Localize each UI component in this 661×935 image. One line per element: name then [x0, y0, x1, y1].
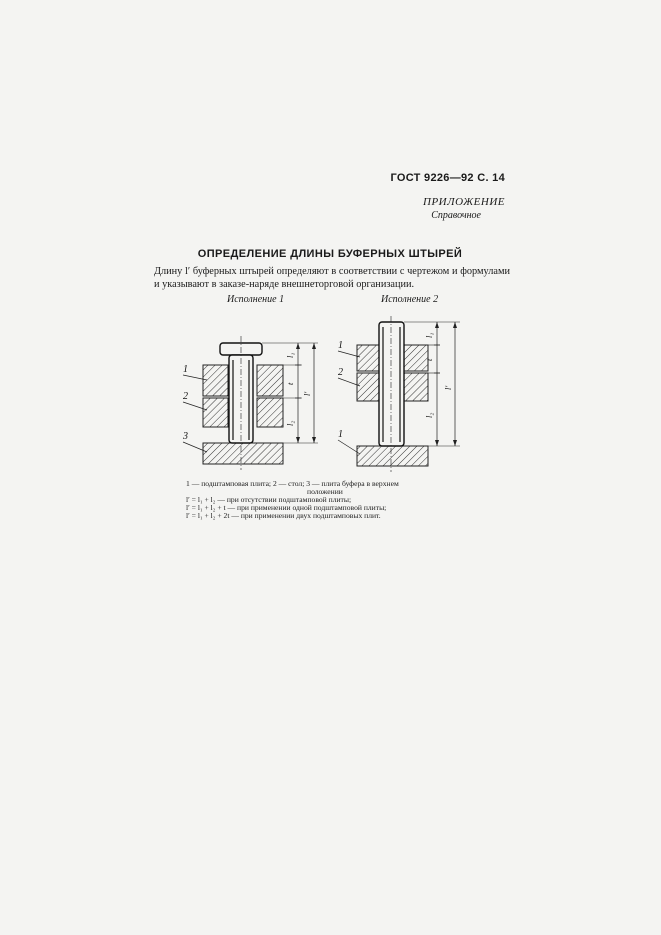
variant1-label: Исполнение 1: [227, 294, 285, 305]
plate-2-right: [404, 373, 428, 401]
v1-dim-lprime: l′: [302, 391, 312, 396]
caption-formula-2: l′ = l₁ + l₂ + t — при применении одной подштамповой плиты;: [186, 503, 387, 512]
plate-1-right: [257, 365, 283, 396]
caption-legend-cont: положении: [307, 487, 343, 496]
v1-dim-l1: l₁: [285, 352, 295, 358]
v2-dim-lprime: l′: [443, 385, 453, 390]
plate-1-right: [404, 345, 428, 371]
appendix-title: ПРИЛОЖЕНИЕ: [423, 196, 505, 208]
v2-dim-l2: l₂: [424, 412, 434, 418]
plate-2-left: [357, 373, 379, 401]
v1-callout-1: 1: [183, 364, 188, 375]
caption-legend: 1 — подштамповая плита; 2 — стол; 3 — плита буфера в верхнем: [186, 479, 399, 488]
v1-callout-2: 2: [183, 391, 188, 402]
plate-1-left: [357, 345, 379, 371]
caption-formula-3: l′ = l₁ + l₂ + 2t — при применении двух подштамповых плит.: [186, 511, 381, 520]
section-heading: ОПРЕДЕЛЕНИЕ ДЛИНЫ БУФЕРНЫХ ШТЫРЕЙ: [197, 248, 463, 260]
v2-dim-t: t: [424, 358, 434, 361]
variant1-drawing: [183, 336, 318, 470]
caption-formula-1: l′ = l₁ + l₂ — при отсутствии подштамповой плиты;: [186, 495, 352, 504]
variant2-label: Исполнение 2: [381, 294, 439, 305]
plate-2-left: [203, 398, 228, 427]
v2-dim-l1: l₁: [424, 332, 434, 338]
v1-dim-t: t: [285, 382, 295, 385]
v2-callout-1b: 1: [338, 429, 343, 440]
v2-callout-2: 2: [338, 367, 343, 378]
variant2-drawing: [338, 316, 460, 472]
plate-1-left: [203, 365, 228, 396]
plate-2-right: [257, 398, 283, 427]
buffer-plate-3: [203, 443, 283, 464]
v1-dim-l2: l₂: [285, 420, 295, 426]
body-paragraph: Длину l′ буферных штырей определяют в соответствии с чертежом и формулами и указывают в заказе-наряде внешнеторговой организации.: [154, 266, 510, 290]
base-plate: [357, 446, 428, 466]
v1-callout-3: 3: [183, 431, 188, 442]
v2-callout-1: 1: [338, 340, 343, 351]
standard-code: ГОСТ 9226—92 С. 14: [390, 172, 505, 184]
appendix-subtitle: Справочное: [431, 210, 481, 221]
